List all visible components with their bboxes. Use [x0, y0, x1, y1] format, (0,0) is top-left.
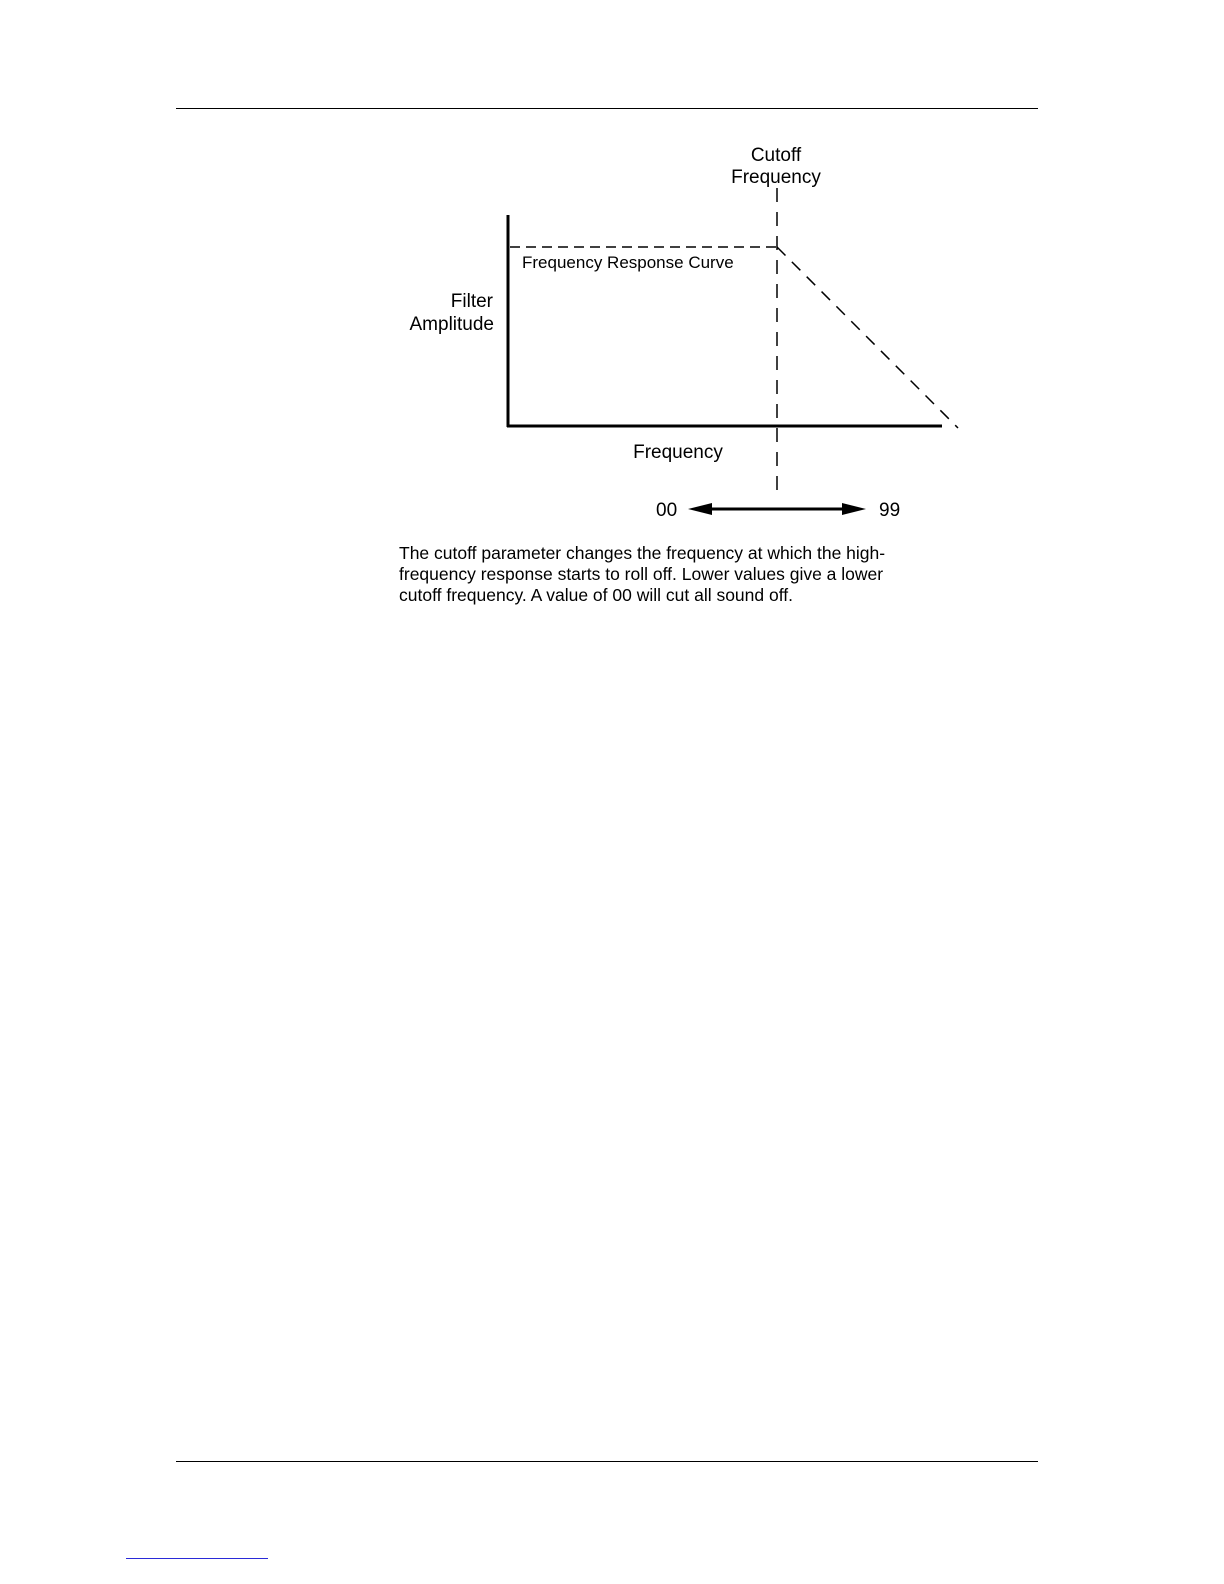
y-axis-label-line2: Amplitude [409, 314, 494, 335]
response-curve-rolloff [777, 247, 958, 428]
caption-line-1: The cutoff parameter changes the frequency at which the high- [399, 543, 886, 563]
curve-label: Frequency Response Curve [522, 253, 734, 272]
y-axis-label-line1: Filter [450, 291, 493, 312]
x-axis-label: Frequency [633, 442, 723, 463]
cutoff-label-line2: Frequency [731, 167, 821, 188]
footer-link-underline[interactable] [126, 1558, 268, 1559]
range-arrow-right-head-icon [842, 503, 866, 515]
range-min-label: 00 [656, 500, 678, 521]
cutoff-label-line1: Cutoff [750, 145, 802, 166]
range-max-label: 99 [879, 500, 901, 521]
figure-caption [399, 543, 979, 606]
caption-line-3: cutoff frequency. A value of 00 will cut all sound off. [399, 585, 793, 605]
range-arrow-left-head-icon [688, 503, 712, 515]
footer-rule [176, 1461, 1038, 1462]
caption-line-2: frequency response starts to roll off. Lower values give a lower [399, 564, 884, 584]
